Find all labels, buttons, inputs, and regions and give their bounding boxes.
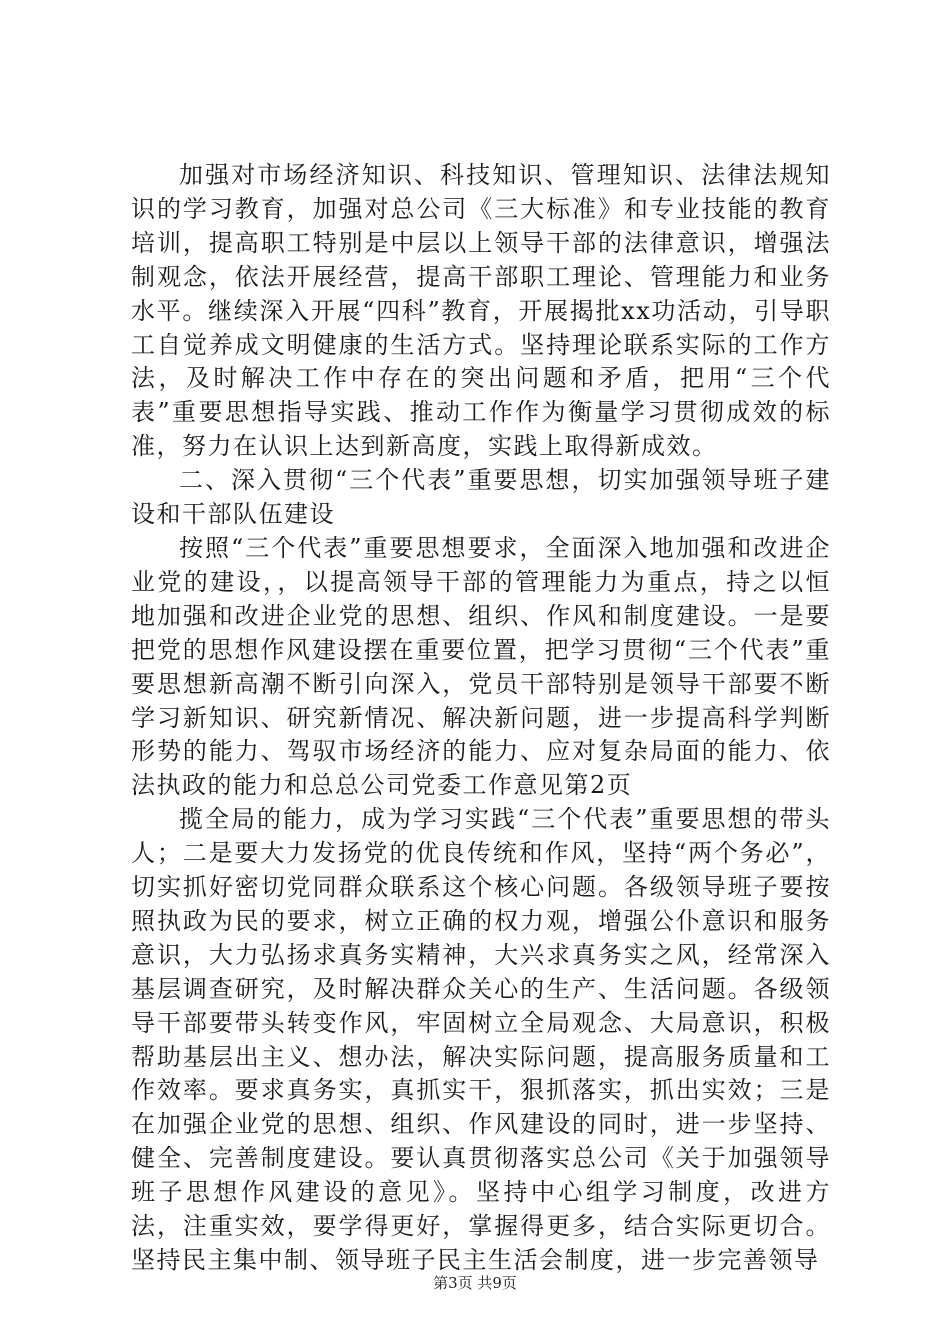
page-footer: 第3页 共9页 — [433, 1274, 517, 1292]
paragraph-party-building: 按照“三个代表”重要思想要求，全面深入地加强和改进企业党的建设，，以提高领导干部的管理能力为重点，持之以恒地加强和改进企业党的思想、组织、作风和制度建设。一是要把党的思想作风建设摆在重要位置，把学习贯彻“三个代表”重要思想新高潮不断引向深入，党员干部特别是领导干部要不断学习新知识、研究新情况、解决新问题，进一步提高科学判断形势的能力、驾驭市场经济的能力、应对复杂局面的能力、依法执政的能力和总总公司党委工作意见第2页 — [131, 533, 831, 800]
paragraph-overall-ability: 揽全局的能力，成为学习实践“三个代表”重要思想的带头人；二是要大力发扬党的优良传统和作风，坚持“两个务必”，切实抓好密切党同群众联系这个核心问题。各级领导班子要按照执政为民的要求，树立正确的权力观，增强公仆意识和服务意识，大力弘扬求真务实精神，大兴求真务实之风，经常深入基层调查研究，及时解决群众关心的生产、生活问题。各级领导干部要带头转变作风，牢固树立全局观念、大局意识，积极帮助基层出主义、想办法，解决实际问题，提高服务质量和工作效率。要求真务实，真抓实干，狠抓落实，抓出实效；三是在加强企业党的思想、组织、作风建设的同时，进一步坚持、健全、完善制度建设。要认真贯彻落实总公司《关于加强领导班子思想作风建设的意见》。坚持中心组学习制度，改进方法，注重实效，要学得更好，掌握得更多，结合实际更切合。坚持民主集中制、领导班子民主生活会制度，进一步完善领导 — [131, 805, 831, 1274]
document-body — [131, 159, 831, 1278]
section-heading-leadership: 二、深入贯彻“三个代表”重要思想，切实加强领导班子建设和干部队伍建设 — [131, 466, 831, 529]
paragraph-study-education: 加强对市场经济知识、科技知识、管理知识、法律法规知识的学习教育，加强对总公司《三大标准》和专业技能的教育培训，提高职工特别是中层以上领导干部的法律意识，增强法制观念，依法开展经营，提高干部职工理论、管理能力和业务水平。继续深入开展“四科”教育，开展揭批xx功活动，引导职工自觉养成文明健康的生活方式。坚持理论联系实际的工作方法，及时解决工作中存在的突出问题和矛盾，把用“三个代表”重要思想指导实践、推动工作作为衡量学习贯彻成效的标准，努力在认识上达到新高度，实践上取得新成效。 — [131, 161, 831, 461]
